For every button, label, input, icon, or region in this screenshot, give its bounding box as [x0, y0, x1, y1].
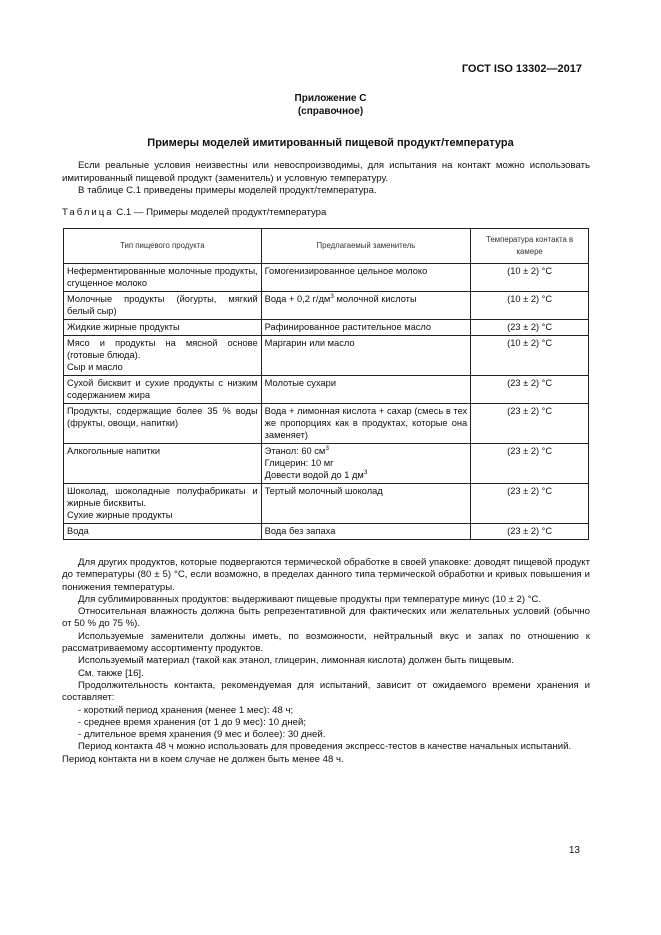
- body-paragraph: Продолжительность контакта, рекомендуемая для испытаний, зависит от ожидаемого времени хранения и составляет:: [62, 679, 590, 704]
- table-row: [64, 404, 589, 444]
- table-caption-prefix: Таблица: [62, 207, 114, 218]
- body-paragraph: Период контакта ни в коем случае не должен быть менее 48 ч.: [62, 753, 344, 765]
- product-cell: Шоколад, шоколадные полуфабрикаты и жирные бисквиты. Сухие жирные продукты: [64, 484, 262, 524]
- appendix-heading: [0, 92, 661, 118]
- table-row: [64, 524, 589, 540]
- temperature-cell: (23 ± 2) °С: [471, 484, 589, 524]
- substitute-cell: Гомогенизированное цельное молоко: [261, 264, 471, 292]
- table-row: [64, 320, 589, 336]
- appendix-label: Приложение С: [294, 93, 367, 104]
- list-item: - длительное время хранения (9 мес и более): 30 дней.: [78, 729, 326, 741]
- substitute-cell: Рафинированное растительное масло: [261, 320, 471, 336]
- table-row: [64, 292, 589, 320]
- body-text: [62, 557, 590, 766]
- substitute-cell: Маргарин или масло: [261, 336, 471, 376]
- temperature-cell: (23 ± 2) °С: [471, 524, 589, 540]
- table-row: [64, 336, 589, 376]
- body-paragraph: Для других продуктов, которые подвергаются термической обработке в своей упаковке: доводят пищевой продукт до температуры (80 ± 5) °С, если возможно, в пределах данного типа термической обработки и кривых повышения и понижения температуры.: [62, 557, 590, 593]
- product-cell: Сухой бисквит и сухие продукты с низким содержанием жира: [64, 376, 262, 404]
- table-row: [64, 444, 589, 484]
- product-cell: Жидкие жирные продукты: [64, 320, 262, 336]
- product-temperature-table: [63, 228, 589, 540]
- substitute-cell: Этанол: 60 $см^3$ Глицерин: 10 мг Довести водой до 1 $дм^3$: [261, 444, 471, 484]
- temperature-cell: (23 ± 2) °С: [471, 404, 589, 444]
- substitute-cell: Молотые сухари: [261, 376, 471, 404]
- intro-paragraph: В таблице С.1 приведены примеры моделей продукт/температура.: [78, 185, 377, 196]
- product-cell: Молочные продукты (йогурты, мягкий белый сыр): [64, 292, 262, 320]
- table-header-row: [64, 229, 589, 264]
- temperature-cell: (23 ± 2) °С: [471, 320, 589, 336]
- document-header: ГОСТ ISO 13302—2017: [461, 63, 582, 75]
- table-caption: [62, 207, 326, 218]
- temperature-cell: (10 ± 2) °С: [471, 292, 589, 320]
- column-header: Предлагаемый заменитель: [261, 229, 471, 264]
- appendix-type: (справочное): [297, 106, 364, 117]
- table-row: [64, 264, 589, 292]
- product-cell: Неферментированные молочные продукты, сгущенное молоко: [64, 264, 262, 292]
- product-cell: Алкогольные напитки: [64, 444, 262, 484]
- body-paragraph: См. также [16].: [78, 667, 144, 679]
- body-paragraph: Используемые заменители должны иметь, по возможности, нейтральный вкус и запах по отношению к рассматриваемому ассортименту продуктов.: [62, 630, 590, 655]
- product-cell: Вода: [64, 524, 262, 540]
- page-number: 13: [568, 845, 580, 856]
- intro-paragraph: Если реальные условия неизвестны или невоспроизводимы, для испытания на контакт можно использовать имитированный пищевой продукт (заменитель) и условную температуру.: [62, 160, 590, 184]
- substitute-cell: Вода + 0,2 $г/дм^3$ молочной кислоты: [261, 292, 471, 320]
- appendix-title: Примеры моделей имитированный пищевой продукт/температура: [147, 137, 514, 149]
- column-header: Тип пищевого продукта: [64, 229, 262, 264]
- table-caption-text: С.1 — Примеры моделей продукт/температура: [116, 207, 327, 218]
- table-row: [64, 376, 589, 404]
- column-header: Температура контакта в камере: [471, 229, 589, 264]
- table-row: [64, 484, 589, 524]
- temperature-cell: (10 ± 2) °С: [471, 264, 589, 292]
- temperature-cell: (23 ± 2) °С: [471, 444, 589, 484]
- temperature-cell: (10 ± 2) °С: [471, 336, 589, 376]
- temperature-cell: (23 ± 2) °С: [471, 376, 589, 404]
- body-paragraph: Для сублимированных продуктов: выдерживают пищевые продукты при температуре минус (10 ± 2) °С.: [78, 593, 542, 605]
- product-cell: Продукты, содержащие более 35 % воды (фрукты, овощи, напитки): [64, 404, 262, 444]
- list-item: - короткий период хранения (менее 1 мес): 48 ч;: [78, 704, 294, 716]
- substitute-cell: Вода + лимонная кислота + сахар (смесь в тех же пропорциях как в продуктах, которые она заменяет): [261, 404, 471, 444]
- intro-text: [62, 160, 590, 198]
- body-paragraph: Относительная влажность должна быть репрезентативной для фактических или желательных условий (обычно от 50 % до 75 %).: [62, 606, 590, 630]
- body-paragraph: Используемый материал (такой как этанол, глицерин, лимонная кислота) должен быть пищевым.: [78, 655, 514, 667]
- substitute-cell: Тертый молочный шоколад: [261, 484, 471, 524]
- body-paragraph: Период контакта 48 ч можно использовать для проведения экспресс-тестов в качестве начальных испытаний.: [78, 741, 572, 753]
- substitute-cell: Вода без запаха: [261, 524, 471, 540]
- list-item: - среднее время хранения (от 1 до 9 мес): 10 дней;: [78, 716, 307, 728]
- product-cell: Мясо и продукты на мясной основе (готовые блюда). Сыр и масло: [64, 336, 262, 376]
